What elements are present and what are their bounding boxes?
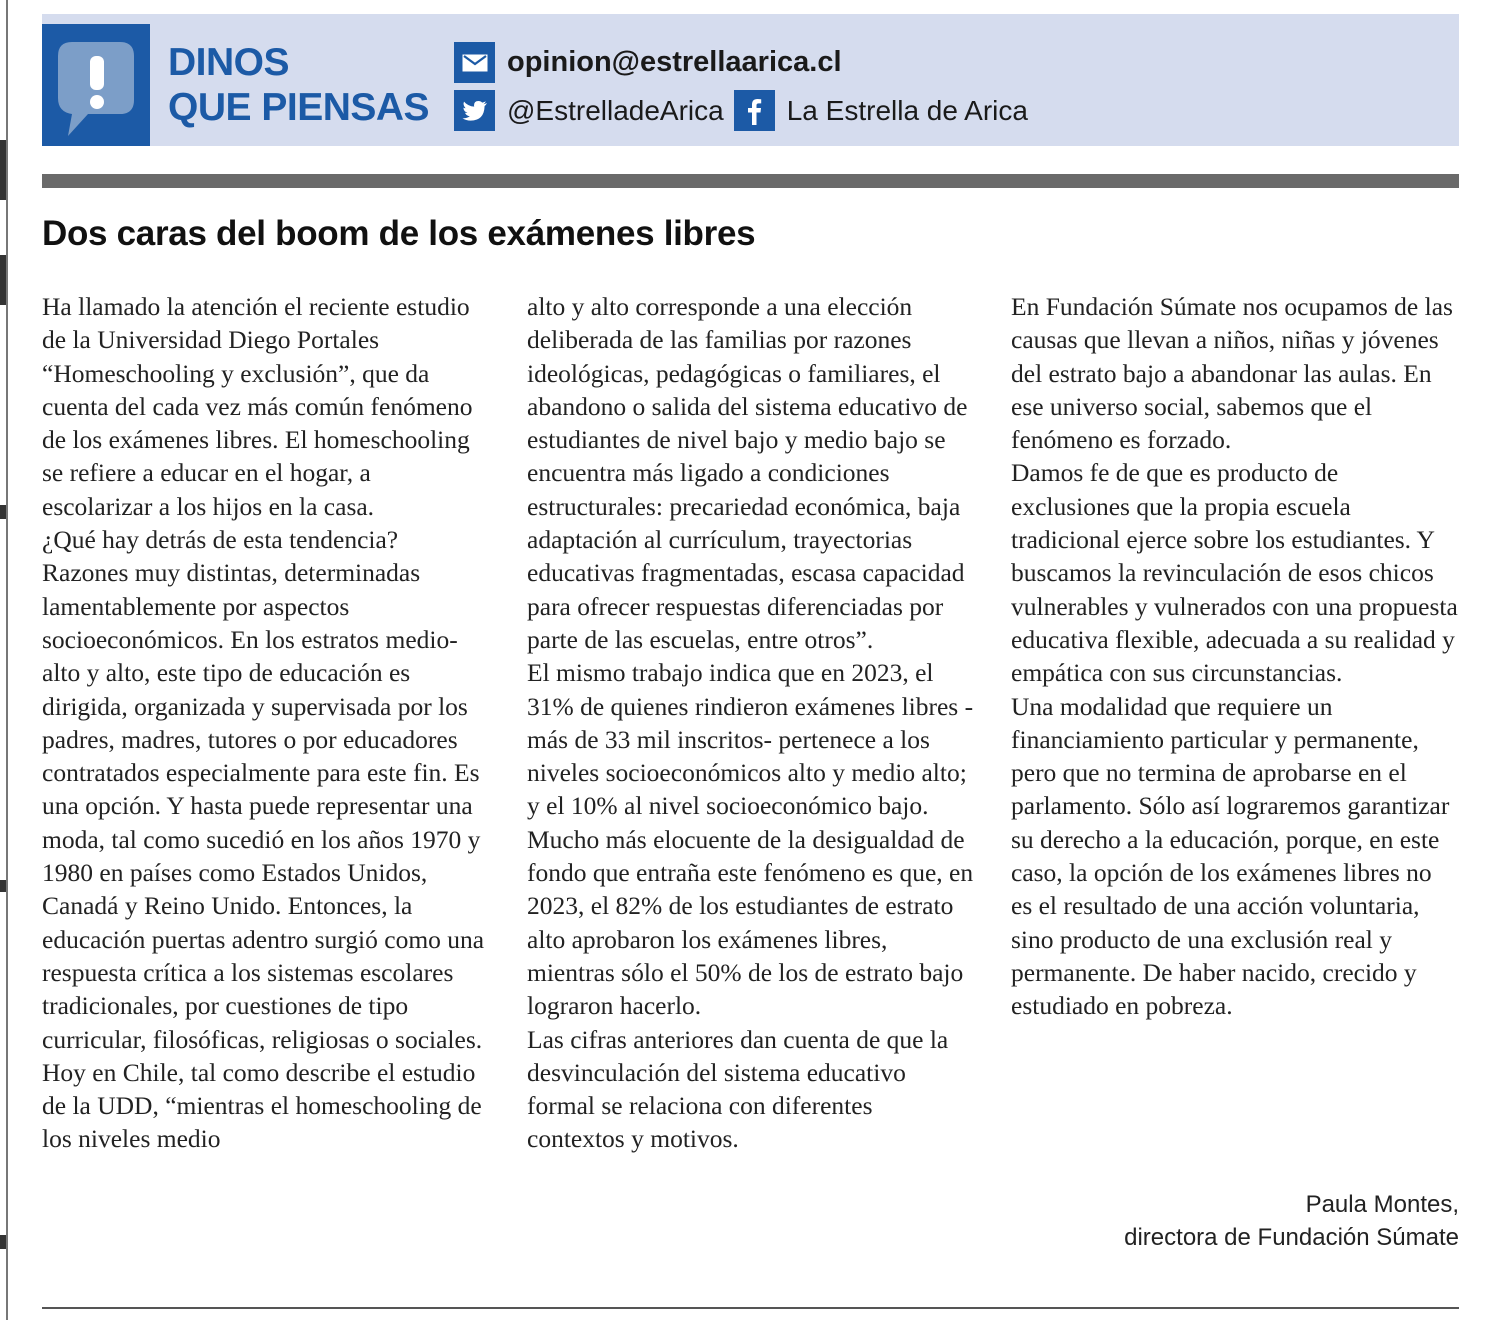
exclamation-speech-bubble-icon <box>42 24 150 146</box>
paragraph: alto y alto corresponde a una elección deliberada de las familias por razones ideológicas, pedagógicas o familiares, el abandono o salida del sistema educativo de estudiantes de nivel bajo y medio bajo se encuentra más ligado a condiciones estructurales: precariedad económica, baja adaptación al currículum, trayectorias educativas fragmentadas, escasa capacidad para ofrecer respuestas diferenciadas por parte de las escuelas, entre otros”. <box>527 292 968 654</box>
author-signature <box>1124 1188 1459 1254</box>
article-column-2 <box>527 290 975 1156</box>
paragraph: ¿Qué hay detrás de esta tendencia? Razones muy distintas, determinadas lamentablemente por aspectos socioeconómicos. En los estratos medio-alto y alto, este tipo de educación es dirigida, organizada y supervisada por los padres, madres, tutores o por educadores contratados especialmente para este fin. Es una opción. Y hasta puede representar una moda, tal como sucedió en los años 1970 y 1980 en países como Estados Unidos, Canadá y Reino Unido. Entonces, la educación puertas adentro surgió como una respuesta crítica a los sistemas escolares tradicionales, por cuestiones de tipo curricular, filosóficas, religiosas o sociales. <box>42 525 485 1054</box>
author-title: directora de Fundación Súmate <box>1124 1224 1459 1251</box>
section-title-line1: DINOS <box>168 41 290 84</box>
envelope-icon <box>454 42 495 83</box>
social-contacts <box>454 90 1028 131</box>
article-column-1 <box>42 290 487 1156</box>
paragraph: Una modalidad que requiere un financiamiento particular y permanente, pero que no termina de aprobarse en el parlamento. Sólo así lograremos garantizar su derecho a la educación, porque, en este caso, la opción de los exámenes libres no es el resultado de una acción voluntaria, sino producto de una exclusión real y permanente. De haber nacido, crecido y estudiado en pobreza. <box>1011 691 1450 1021</box>
twitter-handle[interactable]: @EstrelladeArica <box>507 94 724 126</box>
bottom-divider <box>42 1307 1459 1309</box>
article-column-3 <box>1011 290 1459 1023</box>
opinion-banner <box>42 14 1459 146</box>
paragraph: En Fundación Súmate nos ocupamos de las causas que llevan a niños, niñas y jóvenes del estrato bajo a abandonar las aulas. En ese universo social, sabemos que el fenómeno es forzado. <box>1011 292 1453 455</box>
twitter-bird-icon <box>454 90 495 131</box>
facebook-icon <box>734 90 775 131</box>
paragraph: Hoy en Chile, tal como describe el estudio de la UDD, “mientras el homeschooling de los niveles medio <box>42 1057 482 1154</box>
paragraph: El mismo trabajo indica que en 2023, el 31% de quienes rindieron exámenes libres -más de 33 mil inscritos- pertenece a los niveles socioeconómicos alto y medio alto; y el 10% al nivel socioeconómico bajo. <box>527 658 974 821</box>
author-name: Paula Montes, <box>1305 1191 1459 1218</box>
article-headline: Dos caras del boom de los exámenes libres <box>42 214 756 253</box>
page-edge-strip <box>0 0 8 1320</box>
section-title-line2: QUE PIENSAS <box>168 86 430 129</box>
facebook-page[interactable]: La Estrella de Arica <box>786 94 1028 126</box>
email-address[interactable]: opinion@estrellaarica.cl <box>507 46 842 78</box>
section-title <box>168 40 429 130</box>
paragraph: Las cifras anteriores dan cuenta de que la desvinculación del sistema educativo formal se relaciona con diferentes contextos y motivos. <box>527 1024 949 1154</box>
paragraph: Damos fe de que es producto de exclusiones que la propia escuela tradicional ejerce sobre los estudiantes. Y buscamos la revinculación de esos chicos vulnerables y vulnerados con una propuesta educativa flexible, adecuada a su realidad y empática con sus circunstancias. <box>1011 458 1458 688</box>
paragraph: Mucho más elocuente de la desigualdad de fondo que entraña este fenómeno es que, en 2023, el 82% de los estudiantes de estrato alto aprobaron los exámenes libres, mientras sólo el 50% de los de estrato bajo lograron hacerlo. <box>527 824 974 1021</box>
email-contact <box>454 42 842 83</box>
section-divider <box>42 174 1459 188</box>
paragraph: Ha llamado la atención el reciente estudio de la Universidad Diego Portales “Homeschooling y exclusión”, que da cuenta del cada vez más común fenómeno de los exámenes libres. El homeschooling se refiere a educar en el hogar, a escolarizar a los hijos en la casa. <box>42 292 473 521</box>
